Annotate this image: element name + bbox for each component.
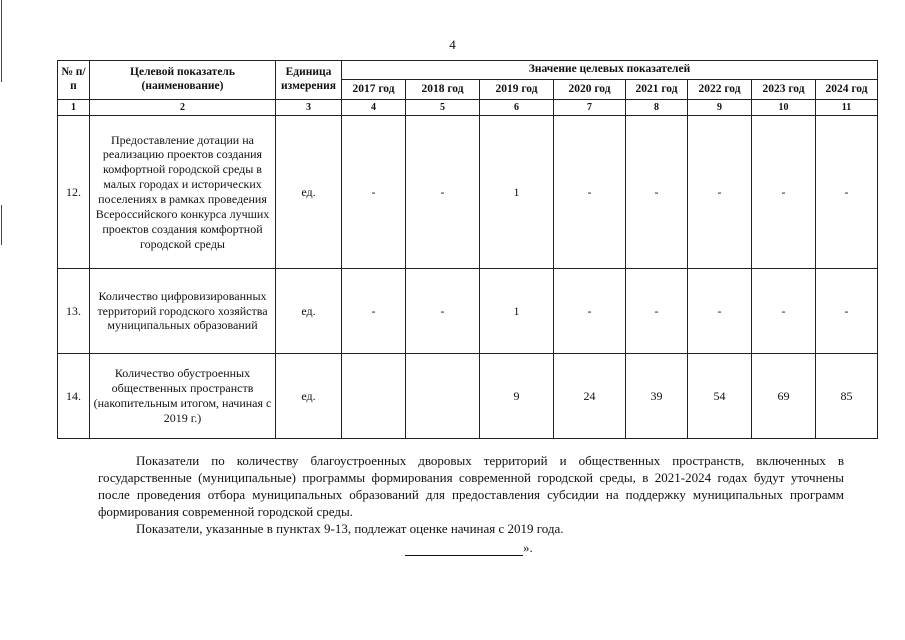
indicator-name: Предоставление дотации на реализацию проектов создания комфортной городской среды в малых городах и исторических поселениях в рамках проведения Всероссийского конкурса лучших проектов создания комфортной городской среды bbox=[90, 116, 276, 269]
value-cell bbox=[406, 354, 480, 439]
value-cell: 39 bbox=[626, 354, 688, 439]
column-number: 9 bbox=[688, 100, 752, 116]
header-year: 2020 год bbox=[554, 80, 626, 100]
value-cell: 1 bbox=[480, 269, 554, 354]
row-number: 14. bbox=[58, 354, 90, 439]
row-number: 12. bbox=[58, 116, 90, 269]
value-cell: - bbox=[816, 116, 878, 269]
value-cell: - bbox=[406, 116, 480, 269]
value-cell bbox=[342, 354, 406, 439]
value-cell: - bbox=[406, 269, 480, 354]
header-year: 2022 год bbox=[688, 80, 752, 100]
header-year: 2017 год bbox=[342, 80, 406, 100]
value-cell: - bbox=[554, 269, 626, 354]
value-cell: 9 bbox=[480, 354, 554, 439]
header-row bbox=[58, 61, 878, 80]
note-paragraph: Показатели по количеству благоустроенных дворовых территорий и общественных пространств, включенных в государственные (муниципальные) программы формирования современной городской среды, в 2021-2024 годах будут уточнены после проведения отбора муниципальных образований для предоставления субсидии на поддержку муниципальных программ формирования современной городской среды. bbox=[98, 453, 844, 519]
value-cell: - bbox=[342, 269, 406, 354]
note-paragraph: Показатели, указанные в пунктах 9-13, подлежат оценке начиная с 2019 года. bbox=[136, 521, 564, 536]
column-number: 3 bbox=[276, 100, 342, 116]
value-cell: - bbox=[688, 269, 752, 354]
value-cell: 85 bbox=[816, 354, 878, 439]
row-number: 13. bbox=[58, 269, 90, 354]
header-year: 2019 год bbox=[480, 80, 554, 100]
value-cell: 54 bbox=[688, 354, 752, 439]
header-num: № п/п bbox=[58, 61, 90, 100]
column-number: 11 bbox=[816, 100, 878, 116]
signature-line bbox=[405, 542, 523, 556]
header-unit: Единица измерения bbox=[276, 61, 342, 100]
header-year: 2023 год bbox=[752, 80, 816, 100]
value-cell: - bbox=[752, 269, 816, 354]
indicator-name: Количество обустроенных общественных пространств (накопительным итогом, начиная с 2019 г.) bbox=[90, 354, 276, 439]
value-cell: - bbox=[688, 116, 752, 269]
table-row bbox=[58, 354, 878, 439]
value-cell: - bbox=[752, 116, 816, 269]
scan-edge-line bbox=[1, 0, 2, 82]
column-number: 6 bbox=[480, 100, 554, 116]
column-number: 2 bbox=[90, 100, 276, 116]
header-values-group: Значение целевых показателей bbox=[342, 61, 878, 80]
unit-cell: ед. bbox=[276, 354, 342, 439]
target-indicators-table bbox=[57, 60, 878, 439]
value-cell: 1 bbox=[480, 116, 554, 269]
column-number: 1 bbox=[58, 100, 90, 116]
column-number: 7 bbox=[554, 100, 626, 116]
column-number: 10 bbox=[752, 100, 816, 116]
closing-quote: ». bbox=[523, 540, 533, 555]
scan-edge-line bbox=[1, 205, 2, 245]
value-cell: - bbox=[816, 269, 878, 354]
value-cell: 69 bbox=[752, 354, 816, 439]
column-number: 5 bbox=[406, 100, 480, 116]
value-cell: 24 bbox=[554, 354, 626, 439]
closing-mark bbox=[405, 540, 533, 556]
column-number: 4 bbox=[342, 100, 406, 116]
table-row bbox=[58, 269, 878, 354]
column-number-row bbox=[58, 100, 878, 116]
column-number: 8 bbox=[626, 100, 688, 116]
header-year: 2018 год bbox=[406, 80, 480, 100]
header-year: 2021 год bbox=[626, 80, 688, 100]
notes-section bbox=[98, 452, 844, 537]
table-row bbox=[58, 116, 878, 269]
value-cell: - bbox=[554, 116, 626, 269]
header-indicator: Целевой показатель (наименование) bbox=[90, 61, 276, 100]
page-number: 4 bbox=[449, 37, 456, 52]
unit-cell: ед. bbox=[276, 116, 342, 269]
unit-cell: ед. bbox=[276, 269, 342, 354]
indicator-name: Количество цифровизированных территорий городского хозяйства муниципальных образований bbox=[90, 269, 276, 354]
value-cell: - bbox=[626, 116, 688, 269]
header-year: 2024 год bbox=[816, 80, 878, 100]
value-cell: - bbox=[342, 116, 406, 269]
value-cell: - bbox=[626, 269, 688, 354]
